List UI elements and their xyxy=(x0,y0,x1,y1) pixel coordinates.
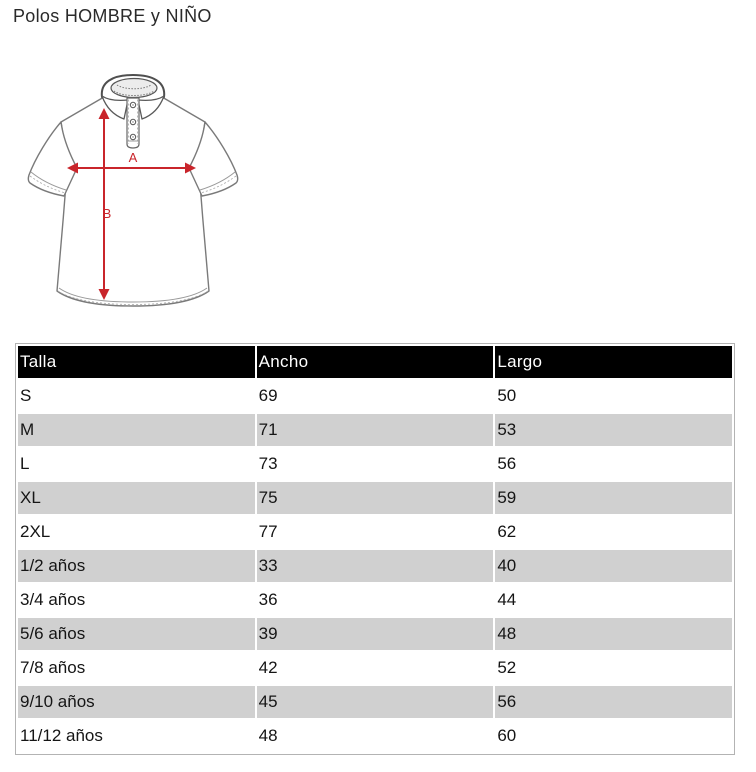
size-table xyxy=(15,343,735,755)
cell-ancho: 71 xyxy=(257,414,494,446)
length-arrow-label: B xyxy=(102,206,112,221)
cell-talla: S xyxy=(18,380,255,412)
table-row xyxy=(18,516,732,548)
cell-talla: 1/2 años xyxy=(18,550,255,582)
table-row xyxy=(18,380,732,412)
table-row xyxy=(18,550,732,582)
cell-largo: 62 xyxy=(495,516,732,548)
cell-ancho: 33 xyxy=(257,550,494,582)
size-table-body xyxy=(18,380,732,752)
cell-largo: 52 xyxy=(495,652,732,684)
cell-talla: 9/10 años xyxy=(18,686,255,718)
table-row xyxy=(18,720,732,752)
cell-ancho: 73 xyxy=(257,448,494,480)
cell-largo: 59 xyxy=(495,482,732,514)
column-header: Largo xyxy=(495,346,732,378)
table-row xyxy=(18,584,732,616)
cell-talla: 5/6 años xyxy=(18,618,255,650)
cell-ancho: 75 xyxy=(257,482,494,514)
cell-ancho: 45 xyxy=(257,686,494,718)
cell-ancho: 48 xyxy=(257,720,494,752)
table-row xyxy=(18,618,732,650)
placket xyxy=(127,98,139,148)
cell-ancho: 42 xyxy=(257,652,494,684)
cell-largo: 50 xyxy=(495,380,732,412)
cell-talla: M xyxy=(18,414,255,446)
cell-ancho: 39 xyxy=(257,618,494,650)
neck-opening xyxy=(111,79,157,98)
table-row xyxy=(18,414,732,446)
column-header: Ancho xyxy=(257,346,494,378)
table-row xyxy=(18,448,732,480)
cell-largo: 53 xyxy=(495,414,732,446)
cell-largo: 56 xyxy=(495,686,732,718)
cell-talla: 3/4 años xyxy=(18,584,255,616)
table-row xyxy=(18,652,732,684)
table-row xyxy=(18,482,732,514)
table-row xyxy=(18,686,732,718)
cell-talla: XL xyxy=(18,482,255,514)
cell-talla: 7/8 años xyxy=(18,652,255,684)
cell-talla: L xyxy=(18,448,255,480)
width-arrow-label: A xyxy=(128,150,138,165)
cell-largo: 44 xyxy=(495,584,732,616)
cell-largo: 48 xyxy=(495,618,732,650)
header-row xyxy=(18,346,732,378)
cell-talla: 2XL xyxy=(18,516,255,548)
cell-ancho: 77 xyxy=(257,516,494,548)
page-title: Polos HOMBRE y NIÑO xyxy=(13,6,212,26)
cell-largo: 60 xyxy=(495,720,732,752)
column-header: Talla xyxy=(18,346,255,378)
size-table-header xyxy=(18,346,732,378)
cell-ancho: 69 xyxy=(257,380,494,412)
polo-shirt-diagram xyxy=(0,52,270,314)
cell-talla: 11/12 años xyxy=(18,720,255,752)
cell-largo: 56 xyxy=(495,448,732,480)
cell-ancho: 36 xyxy=(257,584,494,616)
cell-largo: 40 xyxy=(495,550,732,582)
